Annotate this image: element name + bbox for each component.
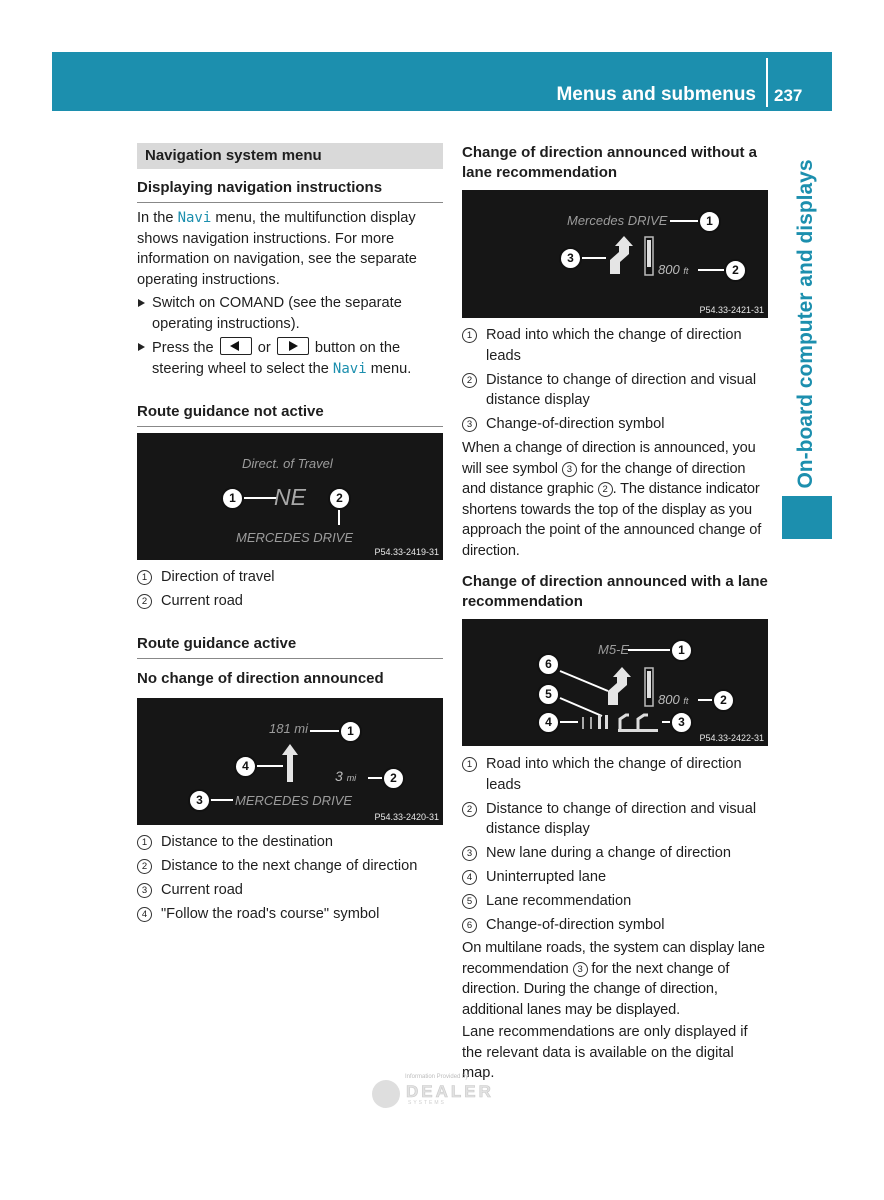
instruction-list xyxy=(137,293,443,379)
callout-2: 2 xyxy=(724,259,747,282)
para-text: On multilane roads, the system can display lane recommendation xyxy=(462,940,765,977)
distance-next-unit: mi xyxy=(346,773,357,783)
distance-next-value: 3 xyxy=(335,768,343,784)
distance-unit: ft xyxy=(683,266,689,276)
distance-destination-text: 181 mi xyxy=(269,721,309,736)
without-lane-heading xyxy=(462,143,768,183)
legend-text: "Follow the road's course" symbol xyxy=(161,906,380,922)
legend-text: Distance to change of direction and visual distance display xyxy=(486,800,757,837)
legend-item xyxy=(137,880,443,901)
watermark-sub-text: SYSTEMS xyxy=(408,1100,446,1106)
with-lane-heading-text: Change of direction announced with a lane recommendation xyxy=(462,573,768,610)
legend-with-lane xyxy=(462,754,768,939)
legend-num: 3 xyxy=(137,883,152,898)
side-tab-block xyxy=(782,496,832,539)
display-top-text: Direct. of Travel xyxy=(242,456,333,471)
legend-num: 4 xyxy=(137,907,152,922)
legend-item xyxy=(462,325,768,366)
legend-num: 4 xyxy=(462,870,477,885)
callout-3: 3 xyxy=(188,789,211,812)
legend-item xyxy=(462,891,768,912)
callout-3: 3 xyxy=(559,247,582,270)
legend-item xyxy=(137,591,443,612)
legend-num: 5 xyxy=(462,894,477,909)
legend-text: Change-of-direction symbol xyxy=(486,416,665,432)
image-ref: P54.33-2419-31 xyxy=(374,547,439,557)
legend-num: 2 xyxy=(462,373,477,388)
legend-item xyxy=(462,754,768,795)
legend-item xyxy=(137,904,443,925)
active-heading-text: Route guidance active xyxy=(137,634,443,659)
legend-num: 2 xyxy=(137,859,152,874)
callout-1: 1 xyxy=(670,639,693,662)
legend-item xyxy=(137,856,443,877)
callout-5: 5 xyxy=(537,683,560,706)
legend-not-active xyxy=(137,567,443,615)
with-lane-paragraph-1 xyxy=(462,938,768,1020)
bullet-text: or xyxy=(257,340,271,356)
with-lane-heading xyxy=(462,572,768,612)
legend-num: 2 xyxy=(137,594,152,609)
callout-2: 2 xyxy=(328,487,351,510)
legend-item xyxy=(462,799,768,840)
callout-1: 1 xyxy=(698,210,721,233)
lane-icons xyxy=(582,715,658,732)
legend-text: Distance to the destination xyxy=(161,834,333,850)
legend-num: 6 xyxy=(462,918,477,933)
right-arrow-button-icon xyxy=(277,337,309,355)
left-arrow-button-icon xyxy=(220,337,252,355)
road-text: M5-E xyxy=(598,642,630,657)
bullet-text: Press the xyxy=(152,340,214,356)
image-ref: P54.33-2420-31 xyxy=(374,812,439,822)
bullet-item: Switch on COMAND (see the separate operating instructions). xyxy=(137,293,443,334)
para-text: for the change of direction and distance graphic xyxy=(462,460,746,497)
section-title-text: Navigation system menu xyxy=(137,143,443,169)
without-lane-heading-text: Change of direction announced without a lane recommendation xyxy=(462,144,757,181)
callout-3: 3 xyxy=(670,711,693,734)
legend-item xyxy=(462,414,768,435)
para-text: . The distance indicator shortens towards the top of the display as you approach the point of the announced change of direction. xyxy=(462,481,762,559)
side-tab-label: On-board computer and displays xyxy=(794,159,817,489)
without-lane-paragraph xyxy=(462,438,768,561)
watermark-logo-icon xyxy=(372,1080,400,1108)
navi-menu-label: Navi xyxy=(332,360,367,377)
with-lane-paragraph-2 xyxy=(462,1022,768,1084)
no-change-subheading xyxy=(137,669,443,689)
subsection-heading xyxy=(137,178,443,203)
distance-value: 800 xyxy=(658,692,680,707)
inline-callout: 3 xyxy=(562,462,577,477)
header-title: Menus and submenus xyxy=(556,84,756,105)
navi-menu-label: Navi xyxy=(177,210,212,226)
road-text: MERCEDES DRIVE xyxy=(236,530,354,545)
legend-text: Current road xyxy=(161,593,243,609)
distance-value: 800 xyxy=(658,262,680,277)
legend-text: Distance to change of direction and visual distance display xyxy=(486,371,757,408)
watermark-big-text: DEALER xyxy=(406,1082,494,1101)
legend-without-lane xyxy=(462,325,768,438)
image-ref: P54.33-2421-31 xyxy=(699,305,764,315)
callout-4: 4 xyxy=(537,711,560,734)
legend-text: Road into which the change of direction leads xyxy=(486,756,742,793)
section-title xyxy=(137,143,443,169)
legend-num: 1 xyxy=(137,570,152,585)
legend-item xyxy=(462,370,768,411)
display-with-lane xyxy=(462,619,768,746)
legend-num: 3 xyxy=(462,417,477,432)
legend-text: Distance to the next change of direction xyxy=(161,858,418,874)
display-without-lane xyxy=(462,190,768,318)
callout-6: 6 xyxy=(537,653,560,676)
legend-text: New lane during a change of direction xyxy=(486,845,732,861)
callout-1: 1 xyxy=(339,720,362,743)
distance-text xyxy=(658,692,688,707)
callout-4: 4 xyxy=(234,755,257,778)
watermark-small-text: Information Provided by xyxy=(405,1074,469,1080)
distance-next-text xyxy=(335,768,356,784)
para-text: for the next change of direction. During the change of direction, additional lanes may be displayed. xyxy=(462,960,730,1018)
callout-2: 2 xyxy=(712,689,735,712)
not-active-heading-text: Route guidance not active xyxy=(137,402,443,427)
legend-text: Direction of travel xyxy=(161,569,275,585)
display-graphics xyxy=(462,619,768,746)
legend-num: 1 xyxy=(137,835,152,850)
legend-num: 1 xyxy=(462,757,477,772)
legend-text: Uninterrupted lane xyxy=(486,869,607,885)
legend-text: Change-of-direction symbol xyxy=(486,917,665,933)
subsection-title: Displaying navigation instructions xyxy=(137,178,443,203)
legend-text: Current road xyxy=(161,882,243,898)
legend-num: 3 xyxy=(462,846,477,861)
legend-item xyxy=(462,867,768,888)
legend-item xyxy=(462,843,768,864)
image-ref: P54.33-2422-31 xyxy=(699,733,764,743)
display-route-not-active xyxy=(137,433,443,560)
legend-item xyxy=(137,832,443,853)
follow-road-arrow-icon xyxy=(282,744,298,782)
legend-text: Road into which the change of direction leads xyxy=(486,327,742,364)
distance-unit: ft xyxy=(683,696,689,706)
legend-num: 2 xyxy=(462,802,477,817)
bullet-text: button on the steering wheel to select the xyxy=(152,340,401,377)
callout-1: 1 xyxy=(221,487,244,510)
change-of-direction-arrow-icon xyxy=(608,667,631,705)
header-separator xyxy=(766,58,768,107)
bullet-text: menu. xyxy=(370,360,412,377)
change-of-direction-arrow-icon xyxy=(610,236,633,274)
inline-callout: 2 xyxy=(598,482,613,497)
intro-paragraph xyxy=(137,208,443,290)
para-text: When a change of direction is announced, you will see symbol xyxy=(462,440,756,477)
page-number: 237 xyxy=(774,86,803,105)
legend-item xyxy=(137,567,443,588)
display-graphics xyxy=(462,190,768,318)
callout-2: 2 xyxy=(382,767,405,790)
legend-item xyxy=(462,915,768,936)
road-text: MERCEDES DRIVE xyxy=(235,793,353,808)
display-no-change xyxy=(137,698,443,825)
inline-callout: 3 xyxy=(573,962,588,977)
bullet-item xyxy=(137,337,443,379)
side-tab xyxy=(780,154,832,494)
active-heading xyxy=(137,634,443,659)
legend-no-change xyxy=(137,832,443,928)
legend-num: 1 xyxy=(462,328,477,343)
intro-text-2: menu, the multifunction display shows navigation instructions. For more information on navigation, see the separate operating instructions. xyxy=(137,210,417,288)
para-text: Lane recommendations are only displayed if the relevant data is available on the digital map. xyxy=(462,1024,748,1081)
road-text: Mercedes DRIVE xyxy=(567,213,668,228)
direction-text: NE xyxy=(274,484,306,510)
intro-text-1: In the xyxy=(137,210,178,226)
not-active-heading xyxy=(137,402,443,427)
no-change-subheading-text: No change of direction announced xyxy=(137,670,384,687)
distance-text xyxy=(658,262,688,277)
legend-text: Lane recommendation xyxy=(486,893,632,909)
